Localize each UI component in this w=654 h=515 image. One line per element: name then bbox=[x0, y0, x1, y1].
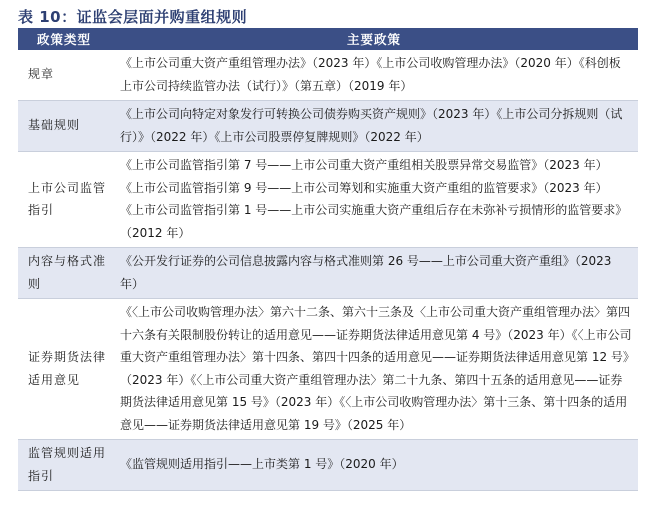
policy-cell bbox=[110, 248, 638, 299]
table-row bbox=[18, 248, 638, 299]
policy-type-cell: 上市公司监管指引 bbox=[18, 152, 110, 248]
policy-text: 《上市公司监管指引第 9 号——上市公司筹划和实施重大资产重组的监管要求》（2023 年） bbox=[120, 180, 608, 195]
policy-cell bbox=[110, 440, 638, 491]
table-row bbox=[18, 101, 638, 152]
header-main-policy: 主要政策 bbox=[110, 28, 638, 50]
table-row bbox=[18, 299, 638, 440]
policy-cell bbox=[110, 299, 638, 440]
table-row bbox=[18, 440, 638, 491]
policy-text: 《上市公司向特定对象发行可转换公司债券购买资产规则》（2023 年）《上市公司分拆规则（试行）》（2022 年）《上市公司股票停复牌规则》（2022 年） bbox=[120, 107, 623, 144]
policy-text: 《上市公司重大资产重组管理办法》（2023 年）《上市公司收购管理办法》（2020 年）《科创板上市公司持续监管办法（试行）》（第五章）（2019 年） bbox=[120, 56, 621, 93]
header-policy-type: 政策类型 bbox=[18, 28, 110, 50]
policy-text: 《上市公司监管指引第 1 号——上市公司实施重大资产重组后存在未弥补亏损情形的监管要求》（2012 年） bbox=[120, 203, 628, 240]
policy-type-cell: 内容与格式准则 bbox=[18, 248, 110, 299]
policy-cell bbox=[110, 50, 638, 101]
policy-type-cell: 监管规则适用指引 bbox=[18, 440, 110, 491]
policy-text: 《公开发行证券的公司信息披露内容与格式准则第 26 号——上市公司重大资产重组》（2023 年） bbox=[120, 254, 612, 291]
policy-cell bbox=[110, 101, 638, 152]
policy-type-cell: 证券期货法律适用意见 bbox=[18, 299, 110, 440]
table-title: 表 10：证监会层面并购重组规则 bbox=[18, 8, 248, 26]
policy-type-cell: 基础规则 bbox=[18, 101, 110, 152]
table-row bbox=[18, 152, 638, 248]
table-row bbox=[18, 50, 638, 101]
policy-text: 《〈上市公司收购管理办法〉第六十二条、第六十三条及〈上市公司重大资产重组管理办法〉第四十六条有关限制股份转让的适用意见——证券期货法律适用意见第 4 号》（2023 年）《〈上市公司重大资产重组管理办法〉第十四条、第四十四条的适用意见——证券期货法律适用意见第 12 号》（2023 年）《〈上市公司重大资产重组管理办法〉第二十九条、第四十五条的适用意见——证券期货法律适用意见第 15 号》（2023 年）《〈上市公司收购管理办法〉第十三条、第十四条的适用意见——证券期货法律适用意见第 19 号》（2025 年） bbox=[120, 305, 632, 432]
policy-table bbox=[18, 28, 638, 491]
policy-cell bbox=[110, 152, 638, 248]
table-header-row bbox=[18, 28, 638, 50]
policy-type-cell: 规章 bbox=[18, 50, 110, 101]
policy-text: 《监管规则适用指引——上市类第 1 号》（2020 年） bbox=[120, 457, 404, 472]
policy-text: 《上市公司监管指引第 7 号——上市公司重大资产重组相关股票异常交易监管》（2023 年） bbox=[120, 158, 608, 172]
